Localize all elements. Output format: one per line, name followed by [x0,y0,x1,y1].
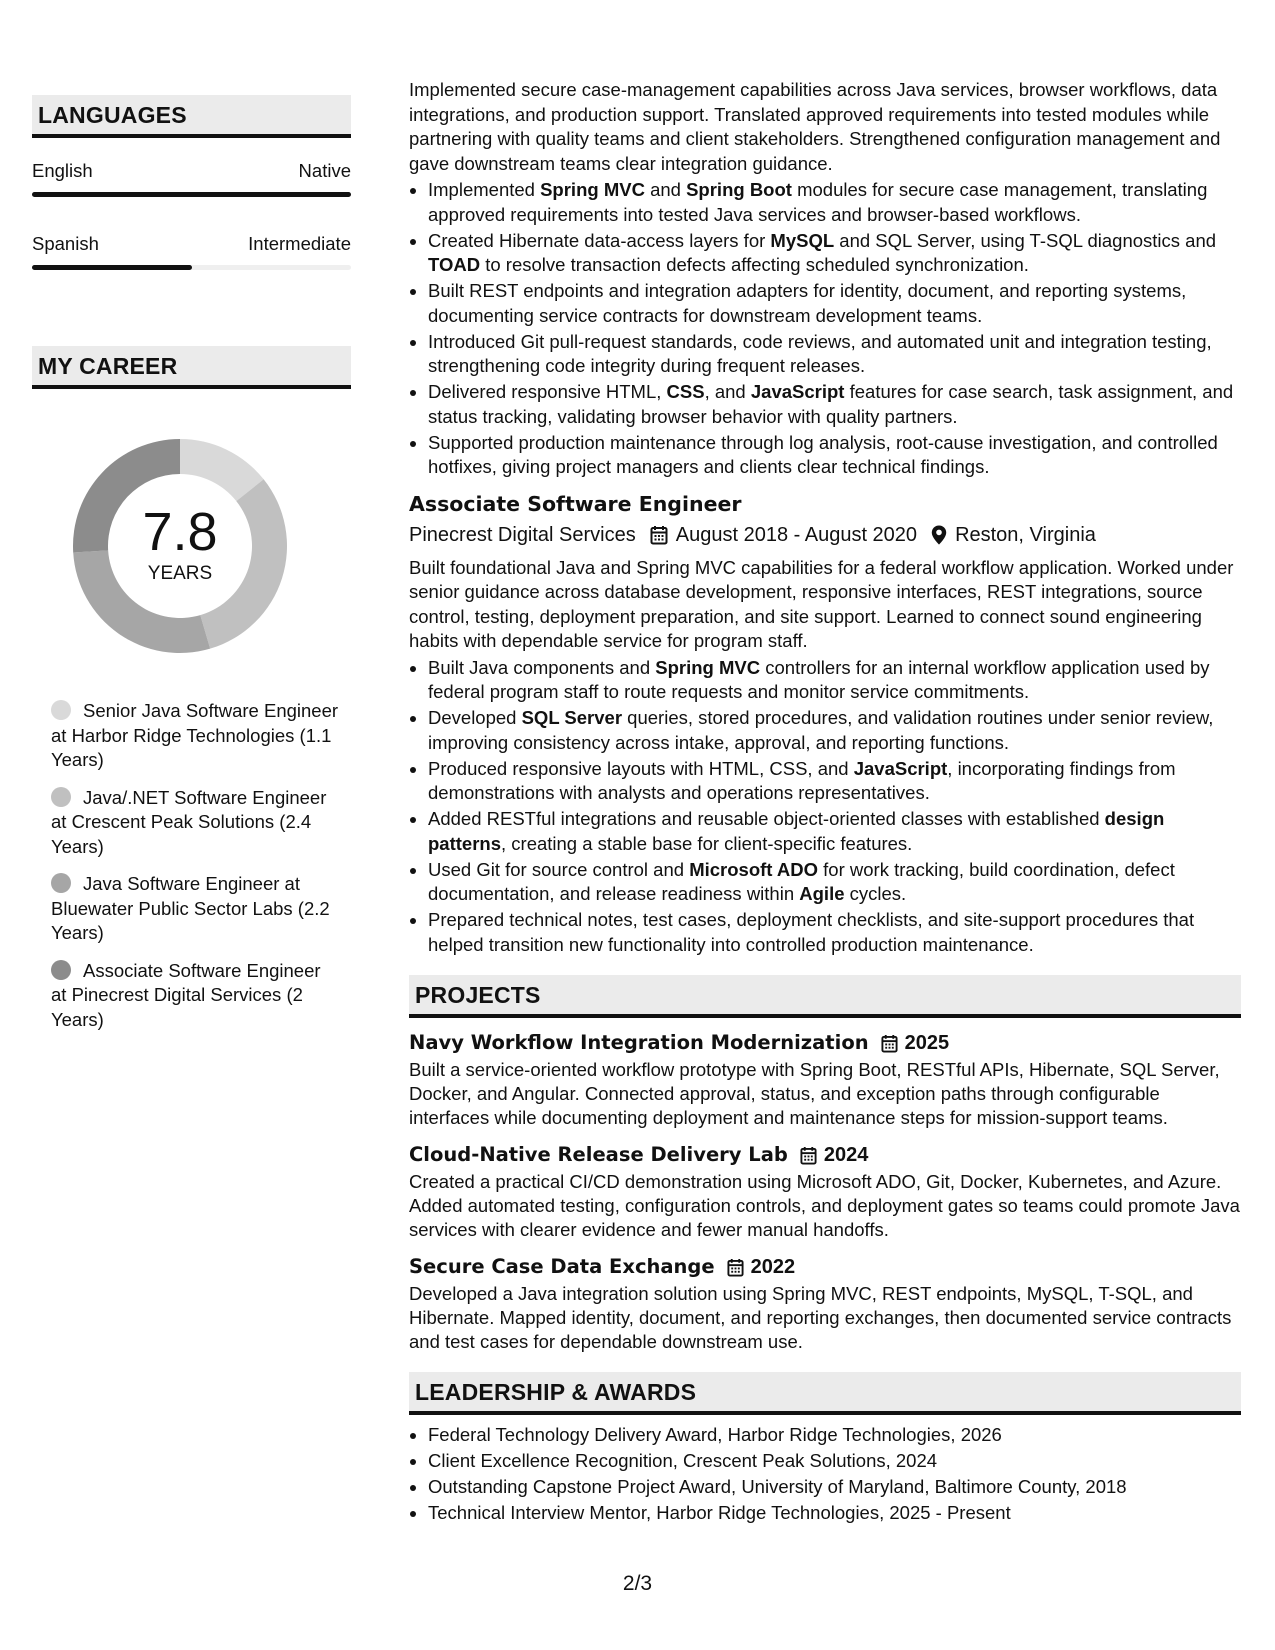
bullet-item: • Delivered responsive HTML, CSS, and JavaScript features for case search, task assignment, and status tracking, validating browser behavior with quality partners. [428,380,1241,429]
job-company: Pinecrest Digital Services [409,523,636,546]
job-summary: Built foundational Java and Spring MVC capabilities for a federal workflow application. Worked under senior guidance across database development, responsive interfaces, REST integrations, source control, testing, deployment preparation, and site support. Learned to connect sound engineering habits with dependable service for program staff. [409,556,1234,651]
legend-label: Java/.NET Software Engineer at Crescent Peak Solutions (2.4 Years) [51,786,327,857]
bullet-item: • Created Hibernate data-access layers for MySQL and SQL Server, using T-SQL diagnostics and TOAD to resolve transaction defects affecting scheduled synchronization. [428,229,1241,278]
language-name: Spanish [32,233,99,254]
bullet-item: • Developed SQL Server queries, stored procedures, and validation routines under senior review, improving consistency across intake, approval, and reporting functions. [428,706,1241,755]
career-donut-chart [65,431,295,661]
award-item: • Outstanding Capstone Project Award, University of Maryland, Baltimore County, 2018 [428,1475,1241,1500]
career-total [65,431,295,661]
legend-item [51,959,341,1033]
legend-label: Senior Java Software Engineer at Harbor Ridge Technologies (1.1 Years) [51,700,339,770]
bullet-item: • Used Git for source control and Microsoft ADO for work tracking, build coordination, defect documentation, and release readiness within Agile cycles. [428,858,1241,907]
award-item: • Federal Technology Delivery Award, Harbor Ridge Technologies, 2026 [428,1423,1241,1448]
job-dates: August 2018 - August 2020 [675,523,918,546]
bullet-item: • Implemented Spring MVC and Spring Boot modules for secure case management, translating approved requirements into tested Java services and browser-based workflows. [428,178,1241,227]
project-year: 2024 [823,1144,869,1166]
project-description: Developed a Java integration solution using Spring MVC, REST endpoints, MySQL, T-SQL, and Hibernate. Mapped identity, document, and reporting exchanges, then documented service contracts and test cases for dependable downstream use. [409,1283,1232,1352]
bullet-item: • Added RESTful integrations and reusable object-oriented classes with established design patterns, creating a stable base for client-specific features. [428,807,1241,856]
legend-item [51,786,341,860]
legend-item [51,699,341,773]
project-title-row [409,1142,1241,1168]
project-item [409,1030,1241,1130]
language-proficiency-bar [32,192,351,197]
project-year: 2025 [904,1032,950,1054]
project-description: Created a practical CI/CD demonstration using Microsoft ADO, Git, Docker, Kubernetes, and Azure. Added automated testing, configuration controls, and deployment gates so teams could promote Java services with clearer evidence and fewer manual handoffs. [409,1171,1240,1240]
awards-heading: LEADERSHIP & AWARDS [409,1372,1241,1415]
project-item [409,1142,1241,1242]
main-content [409,78,1241,1527]
language-level: Native [298,160,351,181]
job-bullets [409,656,1241,958]
legend-label: Java Software Engineer at Bluewater Public Sector Labs (2.2 Years) [51,873,330,943]
role-summary: Implemented secure case-management capabilities across Java services, browser workflows, data integrations, and production support. Translated approved requirements into tested modules while partnering with quality teams and client stakeholders. Strengthened configuration management and gave downstream teams clear integration guidance. [409,79,1221,174]
project-description: Built a service-oriented workflow prototype with Spring Boot, RESTful APIs, Hibernate, SQL Server, Docker, and Angular. Connected approval, status, and exception paths through configurable interfaces while documenting deployment and maintenance steps for mission-support teams. [409,1059,1220,1128]
legend-swatch [51,700,71,720]
language-item [32,160,351,197]
calendar-icon [727,1258,744,1277]
project-title-row [409,1030,1241,1056]
project-title: Navy Workflow Integration Modernization [409,1031,869,1054]
career-total-value: 7.8 [142,502,218,562]
language-name: English [32,160,93,181]
bullet-item: • Produced responsive layouts with HTML, CSS, and JavaScript, incorporating findings from demonstrations with analysts and operations representatives. [428,757,1241,806]
language-level: Intermediate [248,233,351,254]
project-title-row [409,1254,1241,1280]
map-pin-icon [931,525,947,545]
project-title: Secure Case Data Exchange [409,1255,715,1278]
legend-swatch [51,787,71,807]
language-proficiency-fill [32,192,351,197]
legend-swatch [51,960,71,980]
awards-list [409,1423,1241,1526]
role-bullets [409,178,1241,480]
job-meta [409,522,1241,548]
bullet-item: • Built Java components and Spring MVC controllers for an internal workflow application used by federal program staff to route requests and monitor service commitments. [428,656,1241,705]
project-year: 2022 [750,1256,796,1278]
bullet-item: • Built REST endpoints and integration adapters for identity, document, and reporting systems, documenting service contracts for downstream development teams. [428,279,1241,328]
page-number: 2/3 [622,1572,653,1595]
career-heading: MY CAREER [32,346,351,389]
award-item: • Technical Interview Mentor, Harbor Ridge Technologies, 2025 - Present [428,1501,1241,1526]
bullet-item: • Supported production maintenance through log analysis, root-cause investigation, and controlled hotfixes, giving project managers and clients clear technical findings. [428,431,1241,480]
legend-item [51,872,341,946]
job-location: Reston, Virginia [955,523,1096,546]
career-legend [51,699,341,1032]
project-item [409,1254,1241,1354]
language-proficiency-fill [32,265,192,270]
calendar-icon [650,525,668,545]
sidebar [32,95,351,1045]
legend-label: Associate Software Engineer at Pinecrest Digital Services (2 Years) [51,959,321,1030]
bullet-item: • Introduced Git pull-request standards, code reviews, and automated unit and integration testing, strengthening code integrity during frequent releases. [428,330,1241,379]
project-title: Cloud-Native Release Delivery Lab [409,1143,788,1166]
calendar-icon [800,1146,817,1165]
job-title: Associate Software Engineer [409,491,742,516]
calendar-icon [881,1034,898,1053]
bullet-item: • Prepared technical notes, test cases, deployment checklists, and site-support procedures that helped transition new functionality into controlled production maintenance. [428,908,1241,957]
language-proficiency-bar [32,265,351,270]
projects-heading: PROJECTS [409,975,1241,1018]
legend-swatch [51,873,71,893]
language-item [32,233,351,270]
award-item: • Client Excellence Recognition, Crescent Peak Solutions, 2024 [428,1449,1241,1474]
languages-heading: LANGUAGES [32,95,351,138]
career-total-unit: YEARS [147,563,213,584]
